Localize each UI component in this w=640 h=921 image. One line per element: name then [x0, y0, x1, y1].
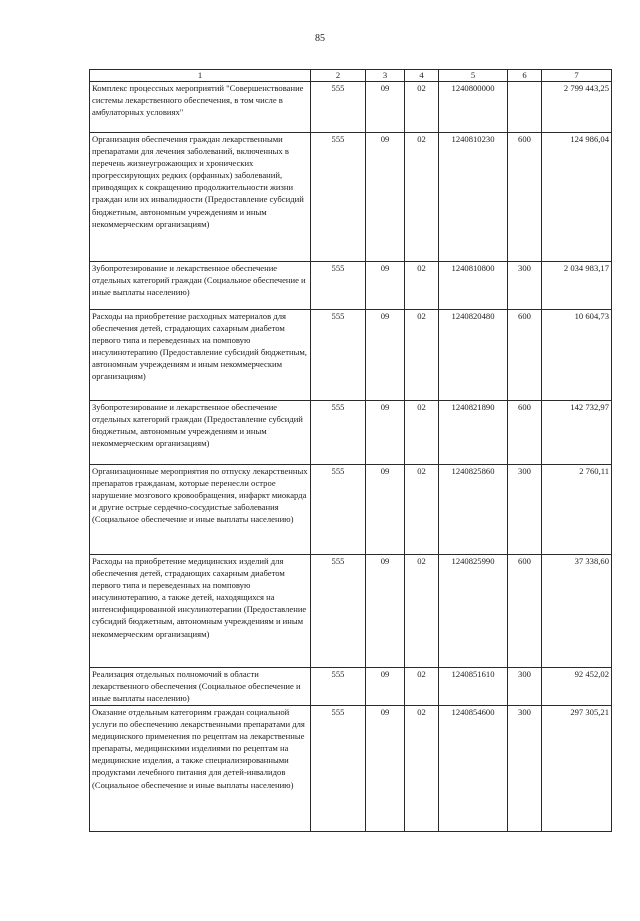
target-article-code: 1240820480	[439, 310, 508, 401]
target-article-code: 1240825860	[439, 465, 508, 555]
column-header: 4	[405, 70, 439, 82]
column-header: 7	[542, 70, 612, 82]
subsection-code: 02	[405, 668, 439, 706]
row-description: Зубопротезирование и лекарственное обеспечение отдельных категорий граждан (Предоставление субсидий бюджетным, автономным учреждениям и иным некоммерческим организациям)	[90, 401, 311, 465]
section-code: 09	[366, 82, 405, 133]
section-code: 09	[366, 668, 405, 706]
expense-type-code	[508, 82, 542, 133]
target-article-code: 1240800000	[439, 82, 508, 133]
amount: 124 986,04	[542, 133, 612, 262]
expense-type-code: 600	[508, 401, 542, 465]
ministry-code: 555	[311, 465, 366, 555]
expense-type-code: 600	[508, 133, 542, 262]
target-article-code: 1240851610	[439, 668, 508, 706]
table-row	[90, 82, 612, 133]
target-article-code: 1240810800	[439, 262, 508, 310]
amount: 142 732,97	[542, 401, 612, 465]
column-header: 2	[311, 70, 366, 82]
ministry-code: 555	[311, 82, 366, 133]
column-header: 1	[90, 70, 311, 82]
row-description: Расходы на приобретение расходных материалов для обеспечения детей, страдающих сахарным диабетом первого типа и переведенных на помповую инсулинотерапию (Предоставление субсидий бюджетным, автономным учреждениям и иным некоммерческим организациям)	[90, 310, 311, 401]
ministry-code: 555	[311, 555, 366, 668]
section-code: 09	[366, 310, 405, 401]
subsection-code: 02	[405, 555, 439, 668]
section-code: 09	[366, 401, 405, 465]
column-header: 5	[439, 70, 508, 82]
table-row	[90, 133, 612, 262]
column-header: 6	[508, 70, 542, 82]
subsection-code: 02	[405, 262, 439, 310]
target-article-code: 1240854600	[439, 706, 508, 832]
expense-type-code: 300	[508, 668, 542, 706]
ministry-code: 555	[311, 262, 366, 310]
table-row	[90, 401, 612, 465]
table-row	[90, 668, 612, 706]
table-row	[90, 310, 612, 401]
row-description: Организация обеспечения граждан лекарственными препаратами для лечения заболеваний, включенных в перечень жизнеугрожающих и хронических прогрессирующих редких (орфанных) заболеваний, приводящих к сокращению продолжительности жизни граждан или их инвалидности (Предоставление субсидий бюджетным, автономным учреждениям и иным некоммерческим организациям)	[90, 133, 311, 262]
expense-type-code: 300	[508, 262, 542, 310]
table-row	[90, 262, 612, 310]
ministry-code: 555	[311, 668, 366, 706]
ministry-code: 555	[311, 133, 366, 262]
amount: 37 338,60	[542, 555, 612, 668]
ministry-code: 555	[311, 401, 366, 465]
amount: 2 760,11	[542, 465, 612, 555]
table-row	[90, 555, 612, 668]
budget-table	[89, 69, 612, 832]
amount: 10 604,73	[542, 310, 612, 401]
column-header: 3	[366, 70, 405, 82]
target-article-code: 1240810230	[439, 133, 508, 262]
table-header-row	[90, 70, 612, 82]
row-description: Организационные мероприятия по отпуску лекарственных препаратов гражданам, которые перенесли острое нарушение мозгового кровообращения, инфаркт миокарда и другие острые сердечно-сосудистые заболевания (Социальное обеспечение и иные выплаты населению)	[90, 465, 311, 555]
target-article-code: 1240821890	[439, 401, 508, 465]
section-code: 09	[366, 133, 405, 262]
ministry-code: 555	[311, 706, 366, 832]
target-article-code: 1240825990	[439, 555, 508, 668]
subsection-code: 02	[405, 401, 439, 465]
table-row	[90, 706, 612, 832]
table-row	[90, 465, 612, 555]
subsection-code: 02	[405, 133, 439, 262]
row-description: Расходы на приобретение медицинских изделий для обеспечения детей, страдающих сахарным диабетом первого типа и переведенных на помповую инсулинотерапию, а также детей, находящихся на интенсифицированной инсулинотерапии (Предоставление субсидий бюджетным, автономным учреждениям и иным некоммерческим организациям)	[90, 555, 311, 668]
row-description: Реализация отдельных полномочий в области лекарственного обеспечения (Социальное обеспечение и иные выплаты населению)	[90, 668, 311, 706]
subsection-code: 02	[405, 310, 439, 401]
row-description: Оказание отдельным категориям граждан социальной услуги по обеспечению лекарственными препаратами для медицинского применения по рецептам на лекарственные препараты, медицинскими изделиями по рецептам на медицинские изделия, а также специализированными продуктами лечебного питания для детей-инвалидов (Социальное обеспечение и иные выплаты населению)	[90, 706, 311, 832]
ministry-code: 555	[311, 310, 366, 401]
page-number: 85	[315, 33, 325, 44]
section-code: 09	[366, 262, 405, 310]
amount: 92 452,02	[542, 668, 612, 706]
expense-type-code: 600	[508, 555, 542, 668]
expense-type-code: 600	[508, 310, 542, 401]
amount: 2 034 983,17	[542, 262, 612, 310]
section-code: 09	[366, 465, 405, 555]
row-description: Зубопротезирование и лекарственное обеспечение отдельных категорий граждан (Социальное обеспечение и иные выплаты населению)	[90, 262, 311, 310]
expense-type-code: 300	[508, 706, 542, 832]
subsection-code: 02	[405, 706, 439, 832]
subsection-code: 02	[405, 465, 439, 555]
row-description: Комплекс процессных мероприятий "Совершенствование системы лекарственного обеспечения, в том числе в амбулаторных условиях"	[90, 82, 311, 133]
section-code: 09	[366, 555, 405, 668]
section-code: 09	[366, 706, 405, 832]
amount: 2 799 443,25	[542, 82, 612, 133]
amount: 297 305,21	[542, 706, 612, 832]
subsection-code: 02	[405, 82, 439, 133]
expense-type-code: 300	[508, 465, 542, 555]
